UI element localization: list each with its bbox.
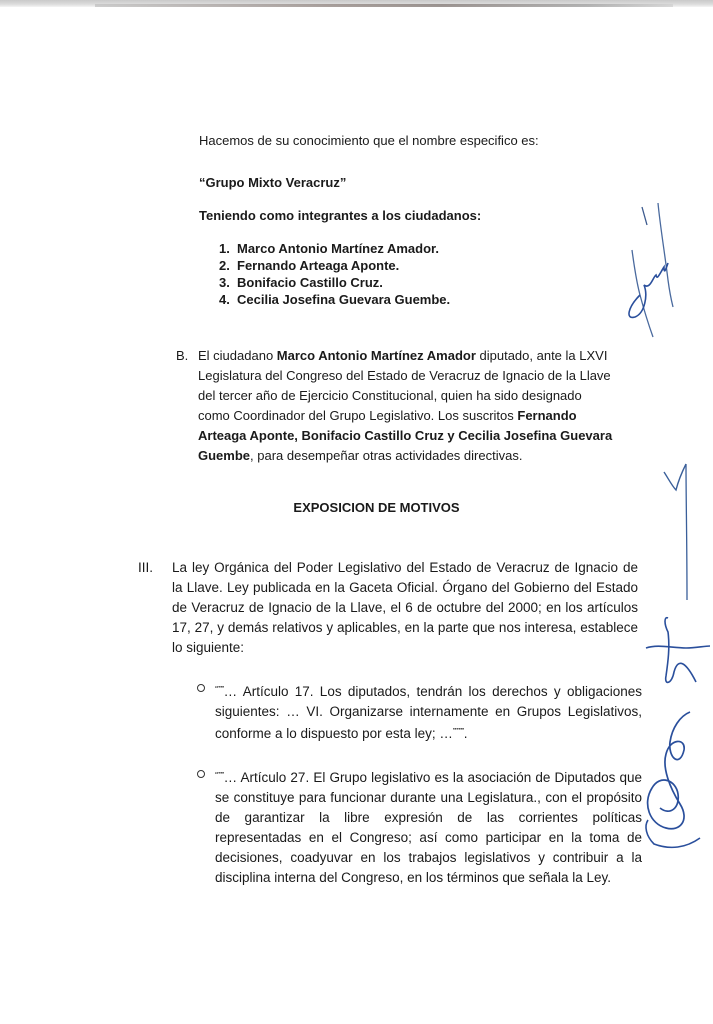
signature-4-icon xyxy=(640,708,713,858)
paragraph-body: La ley Orgánica del Poder Legislativo del Estado de Veracruz de Ignacio de la Llave. Ley publicada en la Gaceta Oficial. Órgano del Gobierno del Estado de Veracruz de Ignacio de la Llave, el 6 de octubre del 2000; en los artículos 17, 27, y demás relativos y aplicables, en la parte que nos interesa, establece lo siguiente: xyxy=(172,560,638,655)
quote-article-17: “”””… Artículo 17. Los diputados, tendrán los derechos y obligaciones siguientes: … VI. Organizarse internamente en Grupos Legislativos, conforme a lo dispuesto por esta ley; …”””””. xyxy=(197,680,642,744)
paragraph-label: III. xyxy=(138,560,154,575)
list-item: 1. Marco Antonio Martínez Amador. xyxy=(219,241,439,256)
member-name: Fernando Arteaga Aponte. xyxy=(237,258,400,273)
signature-1-icon xyxy=(620,195,690,345)
member-name: Marco Antonio Martínez Amador. xyxy=(237,241,439,256)
group-name: “Grupo Mixto Veracruz” xyxy=(199,175,347,190)
list-item: 4. Cecilia Josefina Guevara Guembe. xyxy=(219,292,451,307)
member-name: Cecilia Josefina Guevara Guembe. xyxy=(237,292,451,307)
members-heading: Teniendo como integrantes a los ciudadanos: xyxy=(199,208,482,223)
intro-text: Hacemos de su conocimiento que el nombre especifico es: xyxy=(199,133,539,148)
quote-article-27: “”””… Artículo 27. El Grupo legislativo es la asociación de Diputados que se constituye para funcionar durante una Legislatura., con el propósito de garantizar la libre expresión de las corrientes políticas representadas en el Congreso; así como participar en la toma de decisiones, coadyuvar en los trabajos legislativos y contribuir a la disciplina interna del Congreso, en los términos que señala la Ley. xyxy=(197,766,642,888)
section-heading: EXPOSICION DE MOTIVOS xyxy=(293,500,460,515)
paragraph-b xyxy=(176,346,616,466)
members-list xyxy=(219,240,450,308)
signature-3-icon xyxy=(640,612,713,692)
paragraph-label: B. xyxy=(176,348,189,363)
bullet-circle-icon xyxy=(197,684,205,692)
paragraph-iii xyxy=(138,558,638,658)
member-name: Bonifacio Castillo Cruz. xyxy=(237,275,383,290)
list-item: 2. Fernando Arteaga Aponte. xyxy=(219,258,400,273)
paragraph-body: El ciudadano Marco Antonio Martínez Amador diputado, ante la LXVI Legislatura del Congreso del Estado de Veracruz de Ignacio de la Llave del tercer año de Ejercicio Constitucional, quien ha sido designado como Coordinador del Grupo Legislativo. Los suscritos Fernando Arteaga Aponte, Bonifacio Castillo Cruz y Cecilia Josefina Guevara Guembe, para desempeñar otras actividades directivas. xyxy=(198,348,613,463)
list-item: 3. Bonifacio Castillo Cruz. xyxy=(219,275,383,290)
signature-2-icon xyxy=(660,460,710,610)
bullet-circle-icon xyxy=(197,770,205,778)
